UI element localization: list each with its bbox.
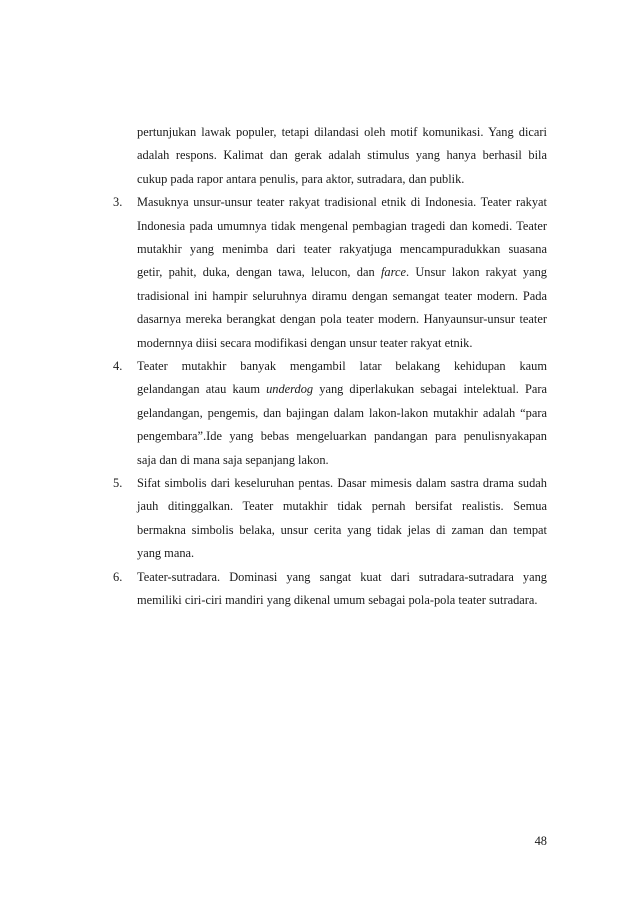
list-number: 6. bbox=[113, 569, 123, 584]
text-segment: tradisional ini hampir seluruhnya diramu dengan semangat teater modern. Pada bbox=[137, 288, 547, 303]
text-segment: Sifat simbolis dari keseluruhan pentas. Dasar mimesis dalam sastra drama sudah bbox=[137, 476, 547, 490]
text-segment: gelandangan atau kaum bbox=[137, 382, 267, 397]
text-segment: getir, pahit, duka, dengan tawa, lelucon, dan bbox=[137, 265, 381, 280]
text-segment: Teater mutakhir banyak mengambil latar belakang kehidupan kaum bbox=[137, 359, 547, 373]
text-line bbox=[137, 147, 547, 163]
text-line bbox=[137, 545, 547, 561]
text-segment: dasarnya mereka berangkat dengan pola teater modern. Hanyaunsur-unsur teater bbox=[137, 312, 547, 327]
italic-term: farce bbox=[380, 265, 406, 280]
text-line bbox=[137, 311, 547, 327]
text-line bbox=[137, 381, 547, 397]
text-segment: mutakhir yang menimba dari teater rakyatjuga mencampuradukkan suasana bbox=[137, 242, 547, 256]
text-segment: gelandangan, pengemis, dan bajingan dalam lakon-lakon mutakhir adalah “para bbox=[137, 405, 547, 420]
text-line bbox=[137, 498, 547, 514]
text-line bbox=[137, 264, 547, 280]
text-line bbox=[137, 475, 547, 491]
text-line bbox=[137, 335, 547, 351]
text-segment: Teater-sutradara. Dominasi yang sangat kuat dari sutradara-sutradara yang bbox=[137, 569, 547, 584]
text-line bbox=[137, 405, 547, 421]
list-number: 4. bbox=[113, 359, 123, 373]
text-line bbox=[137, 171, 547, 187]
page-number: 48 bbox=[534, 834, 547, 848]
text-segment: Masuknya unsur-unsur teater rakyat tradisional etnik di Indonesia. Teater rakyat bbox=[137, 195, 547, 210]
text-segment: pertunjukan lawak populer, tetapi dilandasi oleh motif komunikasi. Yang dicari bbox=[137, 125, 547, 139]
text-line bbox=[137, 194, 547, 210]
text-line bbox=[137, 522, 547, 538]
text-segment: pengembara”.Ide yang bebas mengeluarkan pandangan para penulisnyakapan bbox=[137, 429, 547, 444]
text-segment: . Unsur lakon rakyat yang bbox=[405, 265, 547, 280]
text-line bbox=[137, 241, 547, 257]
text-line bbox=[137, 358, 547, 374]
list-number: 3. bbox=[113, 195, 123, 210]
text-segment: modernnya diisi secara modifikasi dengan unsur teater rakyat etnik. bbox=[137, 335, 473, 350]
text-line bbox=[137, 452, 547, 468]
text-line bbox=[137, 592, 547, 608]
text-segment: yang mana. bbox=[137, 546, 195, 561]
text-segment: adalah respons. Kalimat dan gerak adalah stimulus yang hanya berhasil bila bbox=[137, 148, 547, 163]
text-line bbox=[137, 428, 547, 444]
text-segment: bermakna simbolis belaka, unsur cerita yang tidak jelas di zaman dan tempat bbox=[137, 522, 547, 537]
text-line bbox=[137, 218, 547, 234]
text-segment: saja dan di mana saja sepanjang lakon. bbox=[137, 452, 329, 467]
text-line bbox=[137, 569, 547, 585]
text-segment: cukup pada rapor antara penulis, para aktor, sutradara, dan publik. bbox=[137, 171, 465, 186]
text-segment: yang diperlakukan sebagai intelektual. Para bbox=[313, 382, 547, 397]
italic-term: underdog bbox=[266, 382, 314, 397]
text-segment: Indonesia pada umumnya tidak mengenal pembagian tragedi dan komedi. Teater bbox=[137, 218, 547, 233]
text-segment: jauh ditinggalkan. Teater mutakhir tidak pernah bersifat realistis. Semua bbox=[137, 499, 547, 514]
text-line bbox=[137, 288, 547, 304]
list-number: 5. bbox=[113, 476, 123, 490]
text-line bbox=[137, 124, 547, 140]
text-segment: memiliki ciri-ciri mandiri yang dikenal umum sebagai pola-pola teater sutradara. bbox=[137, 593, 538, 607]
